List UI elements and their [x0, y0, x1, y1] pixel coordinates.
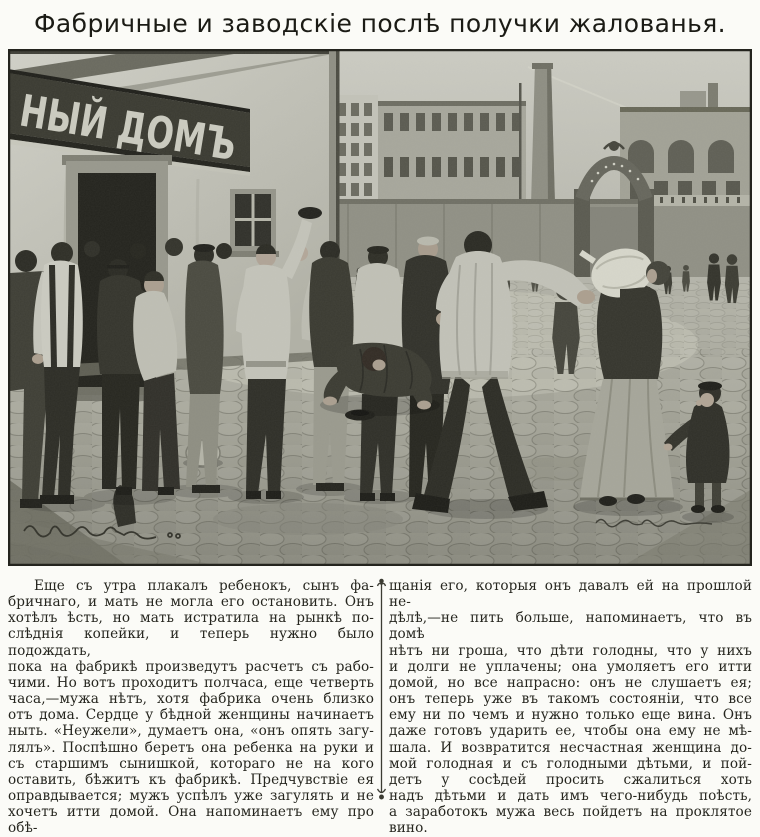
text-line: ему ни по чемъ и нужно только еще вина. Онъ	[389, 707, 752, 724]
text-line: нѣтъ ни гроша, что дѣти голодны, что у нихъ	[389, 642, 752, 659]
column-divider	[374, 578, 389, 837]
text-line: мой голодная и съ голодными дѣтьми, и пой-	[389, 755, 752, 772]
illustration	[8, 49, 752, 566]
text-line: съ старшимъ сынишкой, котораго не на кого	[8, 755, 374, 772]
text-line: бричнаго, и мать не могла его остановить. Онъ	[8, 594, 374, 611]
engraving-scene	[8, 49, 752, 566]
article-column-left	[8, 578, 374, 837]
text-line: ныть. «Неужели», думаетъ она, «онъ опять загу-	[8, 723, 374, 740]
text-line: вино.	[389, 820, 428, 837]
article-body	[8, 578, 757, 837]
text-line: отъ дома. Сердце у бѣдной женщины начинаетъ	[8, 707, 374, 724]
text-line: хочетъ итти домой. Она напоминаетъ ему про обѣ-	[8, 804, 374, 837]
text-line: домой, но все напрасно: онъ не слушаетъ ея;	[389, 674, 752, 691]
tavern-sign-text: НЫЙ ДОМЪ	[16, 85, 317, 184]
column-divider-rule	[375, 578, 388, 801]
text-line: даже готовъ ударить ее, чтобы она ему не мѣ-	[389, 723, 752, 740]
text-line: онъ теперь уже въ такомъ состояніи, что все	[389, 691, 752, 708]
text-line: щанія его, которыя онъ давалъ ей на прошлой не-	[389, 578, 752, 611]
text-line: Еще съ утра плакалъ ребенокъ, сынъ фа-	[34, 578, 374, 594]
text-line: и долги не уплачены; она умоляетъ его итти	[389, 658, 752, 675]
text-line: дѣлѣ,—не пить больше, напоминаетъ, что въ домѣ	[389, 610, 752, 643]
text-line: чими. Но вотъ проходитъ полчаса, еще четверть	[8, 674, 374, 691]
halftone-grain	[8, 49, 752, 566]
article-column-right	[389, 578, 752, 837]
text-line: а заработокъ мужа весь пойдетъ на проклятое	[389, 804, 752, 821]
text-line: детъ у сосѣдей просить сжалиться хоть	[389, 771, 752, 788]
text-line: надъ дѣтьми и дать имъ чего-нибудь поѣсть,	[389, 788, 752, 805]
page-title: Фабричные и заводскіе послѣ получки жалованья.	[33, 9, 727, 38]
text-line: хотѣлъ ѣсть, но мать истратила на рынкѣ по-	[8, 610, 374, 627]
text-line: лялъ». Поспѣшно беретъ она ребенка на руки и	[8, 739, 374, 756]
text-line: оправдывается; мужъ успѣлъ уже загулять и не	[8, 788, 374, 805]
text-line: оставить, бѣжитъ къ фабрикѣ. Предчувствіе ея	[8, 771, 374, 788]
text-line: часа,—мужа нѣтъ, хотя фабрика очень близко	[8, 691, 374, 708]
text-line: слѣднія копейки, и теперь нужно было подождать,	[8, 626, 374, 659]
text-line: пока на фабрикѣ произведутъ расчетъ съ рабо-	[8, 658, 374, 675]
text-line: шала. И возвратится несчастная женщина до-	[389, 739, 752, 756]
